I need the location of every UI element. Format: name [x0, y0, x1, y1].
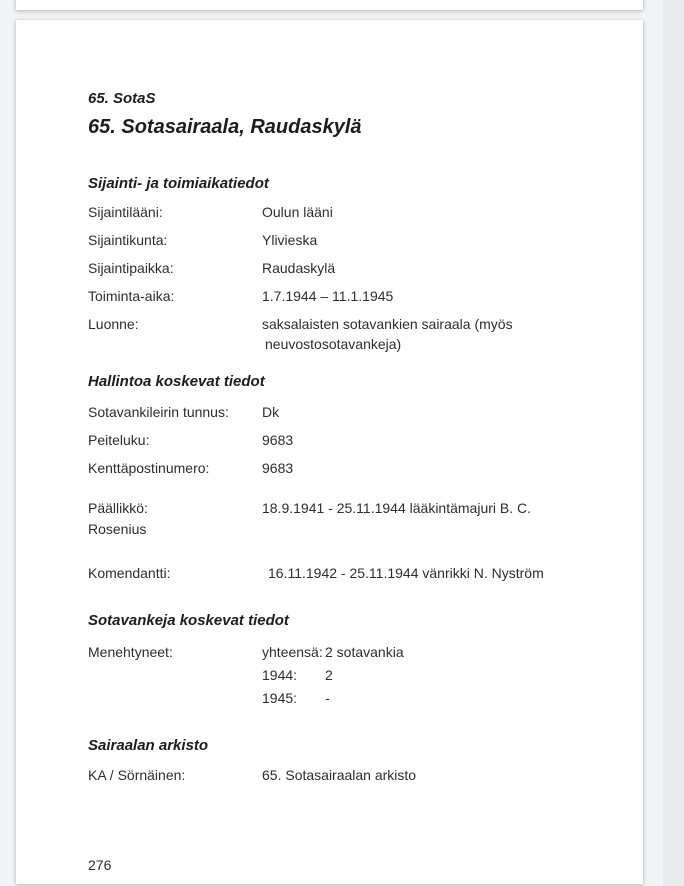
- row-label: [88, 665, 262, 685]
- table-row: [88, 258, 623, 278]
- row-value: 16.11.1942 - 25.11.1944 vänrikki N. Nyström: [268, 565, 544, 581]
- page-number: 276: [88, 857, 112, 873]
- section-heading-prisoners: Sotavankeja koskevat tiedot: [88, 612, 289, 629]
- row-label: Komendantti:: [88, 565, 171, 581]
- row-label: Toiminta-aika:: [88, 288, 175, 304]
- row-label: Sijaintilääni:: [88, 204, 163, 220]
- row-label: Menehtyneet:: [88, 644, 173, 660]
- row-value: 9683: [262, 432, 294, 448]
- row-sublabel: 1944:: [262, 667, 298, 683]
- commander-row: [88, 498, 531, 540]
- row-value: [262, 314, 513, 354]
- row-value: Raudaskylä: [262, 260, 336, 276]
- document-page: [16, 20, 643, 884]
- row-label: KA / Sörnäinen:: [88, 767, 186, 783]
- table-row: [88, 765, 623, 785]
- page-content: [16, 20, 643, 884]
- row-label: Kenttäpostinumero:: [88, 460, 210, 476]
- row-label: Peiteluku:: [88, 432, 150, 448]
- row-value: Dk: [262, 404, 280, 420]
- scrollbar-track[interactable]: [663, 0, 684, 886]
- row-label: Sijaintipaikka:: [88, 260, 174, 276]
- table-row: [88, 688, 404, 708]
- row-label: [88, 688, 262, 708]
- table-row: [88, 665, 404, 685]
- previous-page: [16, 0, 643, 10]
- commandant-row: [88, 563, 544, 583]
- row-value: 9683: [262, 460, 294, 476]
- section-location-rows: [88, 202, 623, 362]
- row-value: 2 sotavankia: [325, 644, 404, 660]
- table-row: [88, 286, 623, 306]
- commander-label: Päällikkö:: [88, 500, 148, 516]
- section-heading-administration: Hallintoa koskevat tiedot: [88, 373, 265, 390]
- table-row: [88, 230, 623, 250]
- section-administration-rows: [88, 402, 623, 486]
- row-label: Sotavankileirin tunnus:: [88, 404, 229, 420]
- row-value: 18.9.1941 - 25.11.1944 lääkintämajuri B. C.: [262, 500, 532, 516]
- table-row: [88, 402, 623, 422]
- row-value: 1.7.1944 – 11.1.1945: [262, 288, 394, 304]
- section-heading-location: Sijainti- ja toimiaikatiedot: [88, 175, 269, 192]
- table-row: [88, 642, 404, 662]
- row-label: Sijaintikunta:: [88, 232, 168, 248]
- row-value: 65. Sotasairaalan arkisto: [262, 767, 417, 783]
- row-label: [88, 498, 262, 540]
- section-archive-rows: [88, 765, 623, 793]
- table-row: [88, 458, 623, 478]
- row-value-line1: saksalaisten sotavankien sairaala (myös: [262, 316, 513, 332]
- deaths-block: [88, 642, 404, 711]
- table-row: [88, 202, 623, 222]
- row-sublabel: yhteensä:: [262, 644, 323, 660]
- row-value: Ylivieska: [262, 232, 318, 248]
- document-title: 65. Sotasairaala, Raudaskylä: [88, 116, 362, 138]
- document-code: 65. SotaS: [88, 90, 156, 107]
- section-heading-archive: Sairaalan arkisto: [88, 737, 209, 754]
- table-row: [88, 314, 623, 354]
- row-sublabel: 1945:: [262, 690, 298, 706]
- row-value-line2: neuvostosotavankeja): [265, 336, 402, 352]
- table-row: [88, 430, 623, 450]
- row-value: 2: [325, 667, 333, 683]
- row-label: Luonne:: [88, 316, 139, 332]
- row-value: -: [325, 690, 330, 706]
- row-value: Oulun lääni: [262, 204, 333, 220]
- commander-name: Rosenius: [88, 521, 147, 537]
